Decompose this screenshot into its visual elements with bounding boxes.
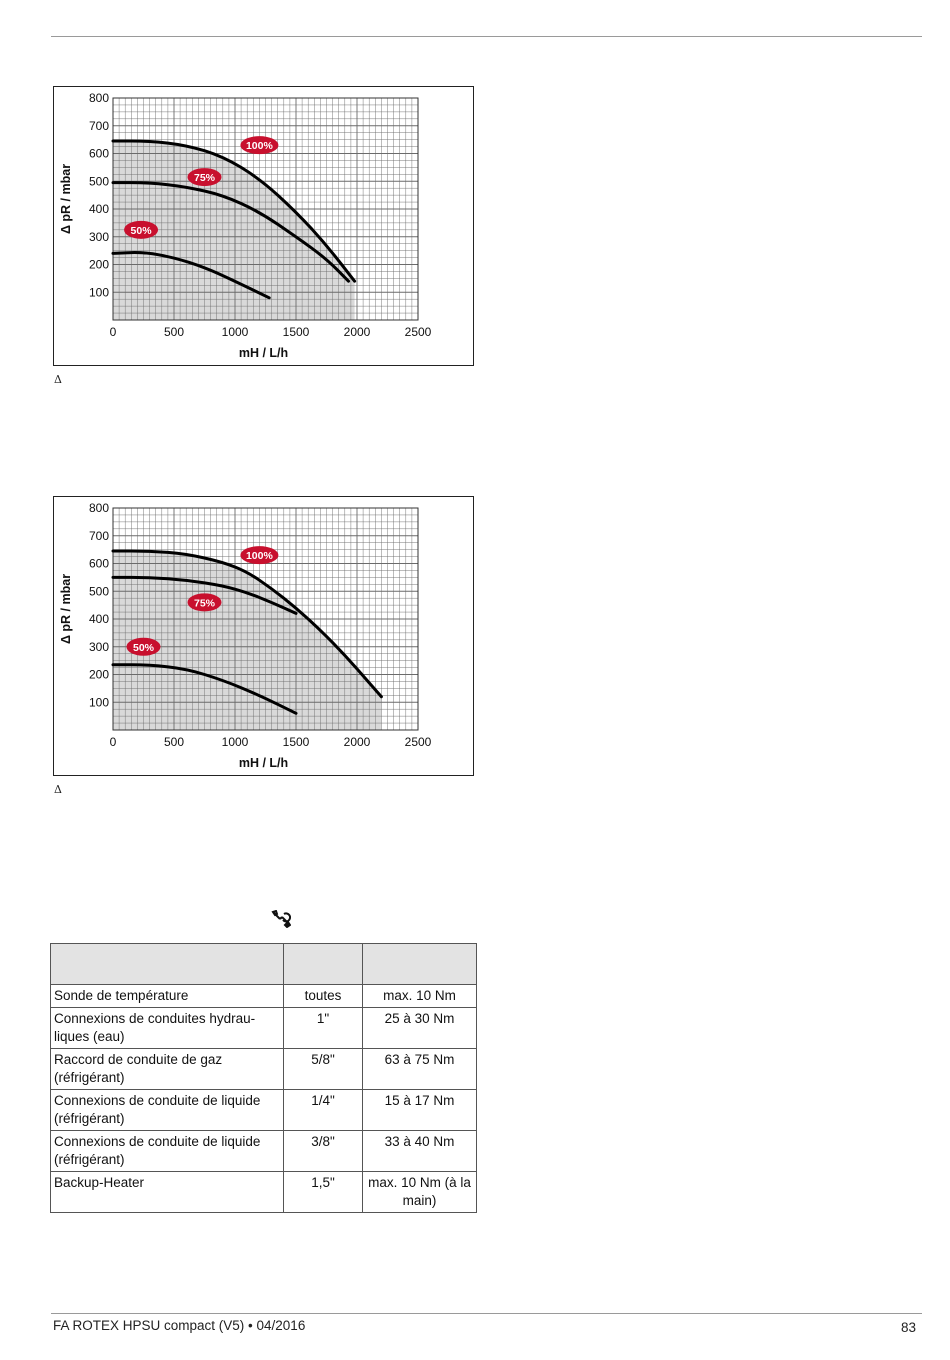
x-tick-label: 2500: [404, 735, 432, 749]
pump-curve-chart-2: [53, 496, 474, 776]
x-tick-label: 500: [163, 735, 185, 749]
x-tick-label: 1000: [221, 735, 249, 749]
y-tick-label: 500: [88, 584, 109, 599]
size-cell: 1": [284, 1008, 363, 1049]
y-tick-label: 400: [88, 202, 109, 216]
pump-curve-svg-2: [54, 497, 473, 775]
table-row: [51, 1049, 477, 1090]
series-label-100pct: 100%: [245, 140, 273, 153]
y-tick-label: 400: [88, 612, 109, 626]
chart-1-caption: Δ: [54, 373, 62, 386]
x-axis-label: mH / L/h: [238, 346, 289, 360]
y-tick-label: 700: [88, 118, 109, 133]
torque-cell: max. 10 Nm: [363, 985, 477, 1008]
y-tick-label: 600: [88, 556, 109, 571]
x-tick-label: 0: [109, 735, 117, 749]
x-tick-label: 2000: [343, 325, 371, 339]
x-tick-label: 1500: [282, 735, 310, 749]
torque-cell: max. 10 Nm (à la main): [363, 1172, 477, 1213]
y-tick-label: 600: [88, 146, 109, 161]
table-header-cell: [284, 944, 363, 985]
y-tick-label: 300: [88, 229, 109, 244]
part-cell: Backup-Heater: [51, 1172, 284, 1213]
footer-title: FA ROTEX HPSU compact (V5) • 04/2016: [53, 1318, 306, 1333]
x-tick-label: 0: [109, 325, 117, 339]
part-cell: Sonde de température: [51, 985, 284, 1008]
header-rule: [51, 36, 922, 37]
pump-curve-chart-1: [53, 86, 474, 366]
size-cell: 1,5": [284, 1172, 363, 1213]
y-axis-label: Δ pR / mbar: [59, 163, 73, 235]
series-label-75pct: 75%: [193, 172, 216, 185]
part-cell: Connexions de conduites hydrau-liques (eau): [51, 1008, 284, 1049]
x-axis-label: mH / L/h: [238, 756, 289, 770]
y-tick-label: 800: [88, 91, 109, 105]
table-header-cell: [363, 944, 477, 985]
chart-2-caption: Δ: [54, 783, 62, 796]
part-cell: Connexions de conduite de liquide (réfrigérant): [51, 1090, 284, 1131]
series-label-75pct: 75%: [193, 597, 216, 610]
y-tick-label: 500: [88, 174, 109, 189]
size-cell: 1/4": [284, 1090, 363, 1131]
part-cell: Connexions de conduite de liquide (réfrigérant): [51, 1131, 284, 1172]
y-axis-label: Δ pR / mbar: [59, 573, 73, 645]
wrench-icon: [271, 910, 291, 928]
size-cell: 5/8": [284, 1049, 363, 1090]
part-cell: Raccord de conduite de gaz (réfrigérant): [51, 1049, 284, 1090]
table-row: [51, 1008, 477, 1049]
size-cell: toutes: [284, 985, 363, 1008]
series-label-100pct: 100%: [245, 550, 273, 563]
torque-cell: 15 à 17 Nm: [363, 1090, 477, 1131]
series-label-50pct: 50%: [130, 224, 152, 237]
torque-cell: 33 à 40 Nm: [363, 1131, 477, 1172]
x-tick-label: 2000: [343, 735, 371, 749]
table-row: [51, 985, 477, 1008]
torque-cell: 25 à 30 Nm: [363, 1008, 477, 1049]
table-row: [51, 1131, 477, 1172]
x-tick-label: 1000: [221, 325, 249, 339]
page-number: 83: [900, 1320, 916, 1335]
x-tick-label: 1500: [282, 325, 310, 339]
size-cell: 3/8": [284, 1131, 363, 1172]
y-tick-label: 700: [88, 528, 109, 543]
pump-curve-svg-1: [54, 87, 473, 365]
table-header-row: [51, 944, 477, 985]
series-label-50pct: 50%: [132, 641, 155, 654]
y-tick-label: 200: [88, 667, 109, 682]
footer-rule: [51, 1313, 922, 1314]
y-tick-label: 300: [88, 639, 109, 654]
x-tick-label: 2500: [404, 325, 432, 339]
table-row: [51, 1172, 477, 1213]
x-tick-label: 500: [163, 325, 185, 339]
torque-table: [50, 943, 477, 1213]
y-tick-label: 800: [88, 501, 109, 515]
y-tick-label: 100: [88, 285, 109, 300]
table-row: [51, 1090, 477, 1131]
y-tick-label: 200: [88, 257, 109, 272]
y-tick-label: 100: [88, 695, 109, 710]
torque-cell: 63 à 75 Nm: [363, 1049, 477, 1090]
table-header-cell: [51, 944, 284, 985]
